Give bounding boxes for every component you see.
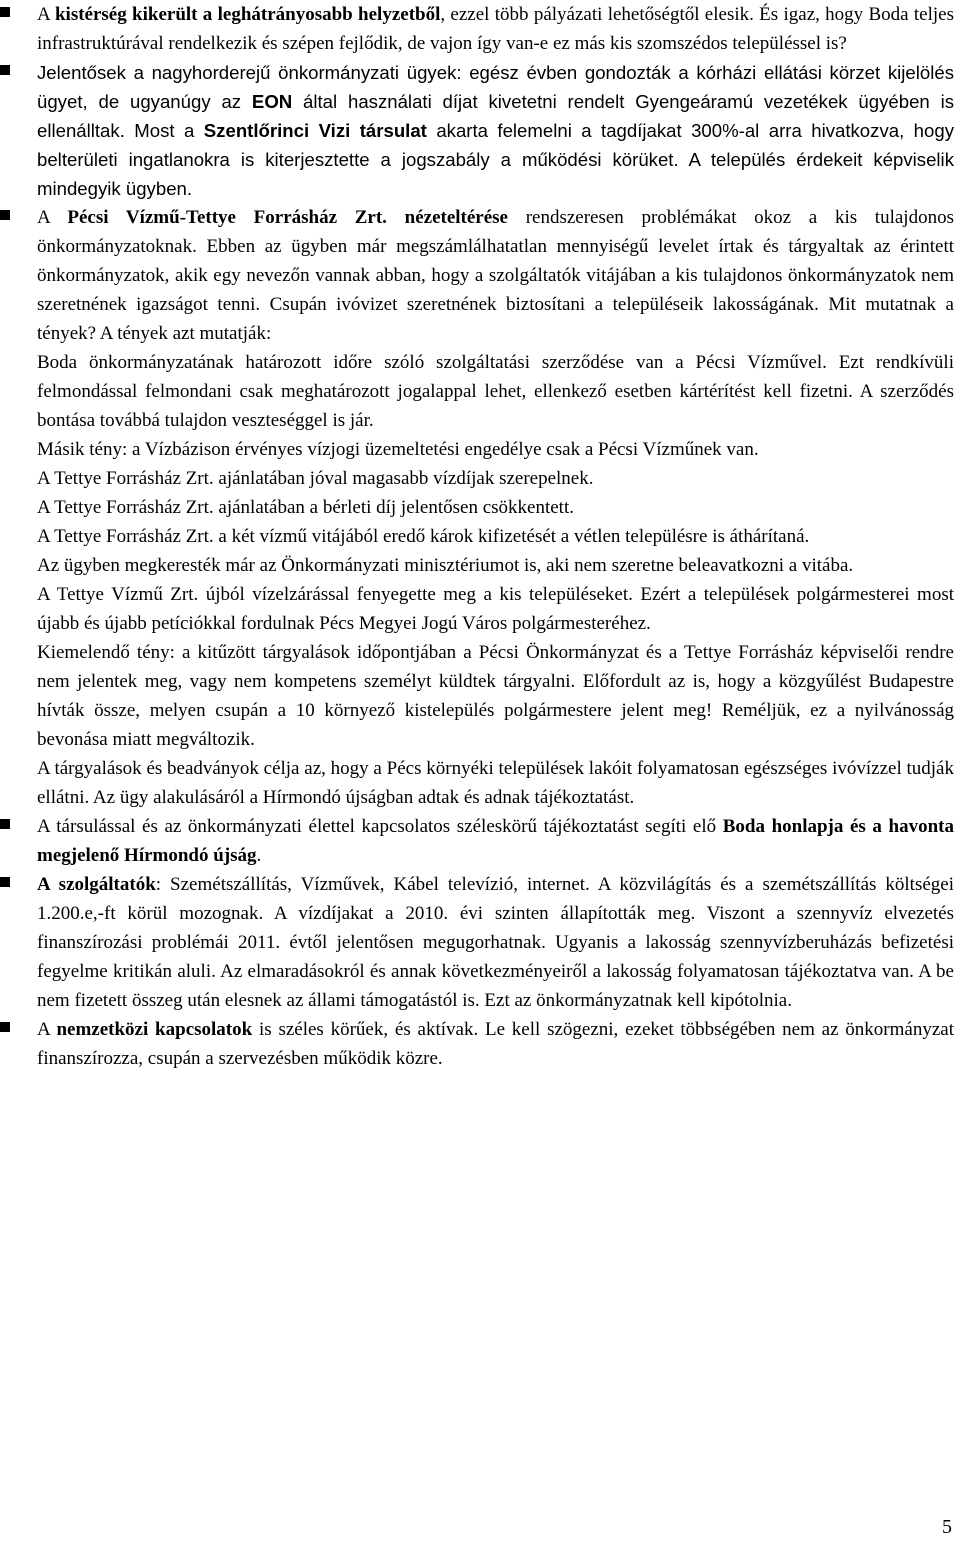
paragraph: Másik tény: a Vízbázison érvényes vízjogi üzemeltetési engedélye csak a Pécsi Vízműnek van. <box>37 439 759 460</box>
text-run: . <box>256 845 262 866</box>
paragraph <box>37 58 954 203</box>
bullet-item <box>0 1015 960 1073</box>
text-run: rendszeresen problémákat okoz a kis tulajdonos önkormányzatoknak. Ebben az ügyben már megszámlálhatatlan mennyiségű levelet írtak és tárgyaltak az érintett önkormányzatok, akik egy nevezőn vannak abban, hogy a szolgáltatók vitájában a kis tulajdonos önkormányzatok nem szeretnének igazságot tenni. Csupán ivóvizet szeretnének biztosítani a településeik lakosságának. Mit mutatnak a tények? A tények azt mutatják: <box>37 207 954 344</box>
square-bullet-icon <box>0 877 10 887</box>
text-run: A <box>37 207 68 228</box>
square-bullet-icon <box>0 1022 10 1032</box>
square-bullet-icon <box>0 7 10 17</box>
bullet-item <box>0 812 960 870</box>
bold-text-run: nemzetközi kapcsolatok <box>56 1019 253 1040</box>
square-bullet-icon <box>0 819 10 829</box>
text-run: A <box>37 4 55 25</box>
square-bullet-icon <box>0 210 10 220</box>
text-run: is széles körűek, és aktívak. Le kell szögezni, ezeket többségében nem az önkormányzat finanszírozza, csupán a szervezésben működik közre. <box>37 1019 954 1069</box>
bullet-item <box>0 58 960 203</box>
paragraph: Boda önkormányzatának határozott időre szóló szolgáltatási szerződése van a Pécsi Vízművel. Ezt rendkívüli felmondással felmondani csak meghatározott jogalappal lehet, ellenkező esetben kártérítést kell fizetni. A szerződés bontása továbbá tulajdon veszteséggel is jár. <box>37 352 954 431</box>
bullet-item <box>0 203 960 812</box>
square-bullet-icon <box>0 65 10 75</box>
paragraph: A Tettye Forrásház Zrt. a két vízmű vitájából eredő károk kifizetését a vétlen településre is áthárítaná. <box>37 526 810 547</box>
bold-text-run: Szentlőrinci Vizi társulat <box>203 120 427 141</box>
paragraph: Az ügyben megkeresték már az Önkormányzati minisztériumot is, aki nem szeretne beleavatkozni a vitába. <box>37 555 854 576</box>
paragraph <box>37 203 954 348</box>
paragraph: A Tettye Forrásház Zrt. ajánlatában jóval magasabb vízdíjak szerepelnek. <box>37 468 594 489</box>
text-run: akarta felemelni a tagdíjakat 300%-al arra hivatkozva, hogy belterületi ingatlanokra is kiterjesztette a jogszabály a működési körüket. A település érdekeit képviselik mindegyik ügyben. <box>37 120 954 199</box>
paragraph <box>37 1015 954 1073</box>
bold-text-run: kistérség kikerült a leghátrányosabb helyzetből <box>54 4 441 25</box>
paragraph: A Tettye Vízmű Zrt. újból vízelzárással fenyegette meg a kis településeket. Ezért a települések polgármesterei most újabb és újabb petíciókkal fordulnak Pécs Megyei Jogú Város polgármesteréhez. <box>37 584 954 634</box>
text-run: : Szemétszállítás, Vízművek, Kábel televízió, internet. A közvilágítás és a szemétszállítás költségei 1.200.e,-ft körül mozognak. A vízdíjakat a 2010. évi szinten állapították meg. Viszont a szennyvíz elvezetés finanszírozási problémái 2011. évtől jelentősen megugorhatnak. Ugyanis a lakosság szennyvízberuházás befizetési fegyelme kritikán aluli. Az elmaradásokról és annak következményeiről a lakosság folyamatosan tájékoztatva van. A be nem fizetett összeg után elesnek az állami támogatástól is. Ezt az önkormányzatnak kell kipótolnia. <box>37 874 954 1011</box>
bold-text-run: A szolgáltatók <box>37 874 156 895</box>
page-number: 5 <box>942 1516 952 1538</box>
bold-text-run: Pécsi Vízmű-Tettye Forrásház Zrt. nézeteltérése <box>67 207 508 228</box>
bold-text-run: EON <box>251 91 293 112</box>
bullet-item <box>0 0 960 58</box>
paragraph <box>37 0 954 58</box>
text-run: A társulással és az önkormányzati élettel kapcsolatos széleskörű tájékoztatást segíti elő <box>37 816 723 837</box>
bold-text-run: Boda honlapja és a havonta megjelenő Hírmondó újság <box>37 816 954 866</box>
paragraph: A Tettye Forrásház Zrt. ajánlatában a bérleti díj jelentősen csökkentett. <box>37 497 574 518</box>
paragraph <box>37 870 954 1015</box>
text-run: A <box>37 1019 57 1040</box>
text-run: Jelentősek a nagyhorderejű önkormányzati ügyek: egész évben gondozták a kórházi ellátási körzet kijelölés ügyet, de ugyanúgy az <box>37 62 954 112</box>
bullet-item <box>0 870 960 1015</box>
text-run: által használati díjat kivetetni rendelt Gyengeáramú vezetékek ügyében is ellenálltak. Most a <box>37 91 954 141</box>
paragraph <box>37 812 954 870</box>
paragraph: Kiemelendő tény: a kitűzött tárgyalások időpontjában a Pécsi Önkormányzat és a Tettye Forrásház képviselői rendre nem jelentek meg, vagy nem kompetens személyt küldtek tárgyalni. Előfordult az is, hogy a közgyűlést Budapestre hívták össze, melyen csupán a 10 környező kistelepülés polgármestere jelent meg! Reméljük, ez a nyilvánosság bevonása miatt megváltozik. <box>37 642 954 750</box>
paragraph: A tárgyalások és beadványok célja az, hogy a Pécs környéki települések lakóit folyamatosan egészséges ivóvízzel tudják ellátni. Az ügy alakulásáról a Hírmondó újságban adtak és adnak tájékoztatást. <box>37 758 954 808</box>
text-run: , ezzel több pályázati lehetőségtől elesik. És igaz, hogy Boda teljes infrastruktúrával rendelkezik és szépen fejlődik, de vajon így van-e ez más kis szomszédos településsel is? <box>37 4 954 54</box>
